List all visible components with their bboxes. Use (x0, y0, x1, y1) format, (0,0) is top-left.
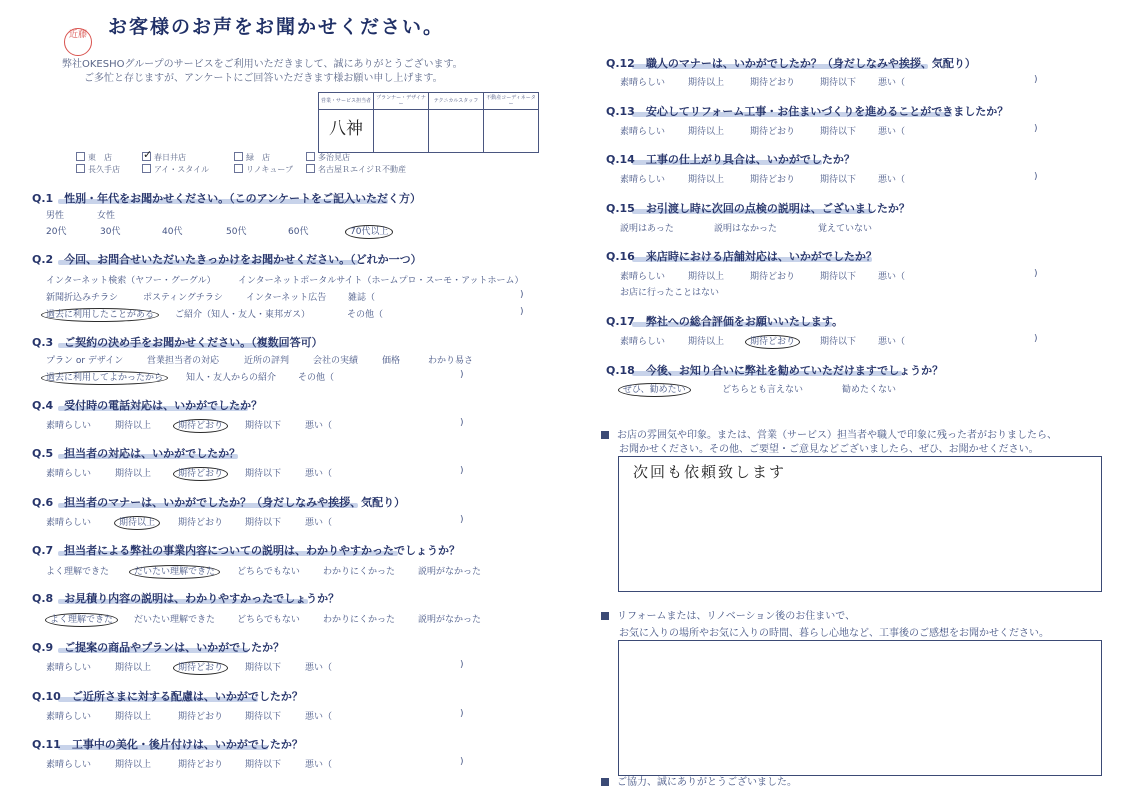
option[interactable]: 新聞折込みチラシ (46, 293, 119, 303)
option[interactable]: 期待以下 (820, 127, 857, 137)
store-option[interactable]: リノキューブ (234, 164, 293, 175)
question-6-label: Q.6 担当者のマナーは、いかがでしたか？（身だしなみや挨拶、気配り） (32, 496, 406, 509)
option[interactable]: 女性 (97, 211, 116, 221)
option[interactable]: インターネット検索（ヤフー・グーグル） (46, 276, 216, 286)
comment-1-textarea[interactable] (618, 456, 1102, 592)
option[interactable]: 素晴らしい (620, 337, 666, 347)
checkbox-icon (76, 164, 85, 173)
close-paren: ) (460, 660, 464, 670)
staff-header-planner: プランナー・デザイナー (374, 93, 429, 110)
question-2-label: Q.2 今回、お問合せいただいたきっかけをお聞かせください。（どれか一つ） (32, 253, 422, 266)
option[interactable]: 期待以下 (245, 663, 282, 673)
checkbox-checked-icon: ✓ (143, 148, 153, 161)
option[interactable]: わかりにくかった (323, 567, 396, 577)
option[interactable]: その他（ (298, 373, 335, 383)
store-option[interactable]: 名古屋ＲエイジＲ不動産 (306, 164, 406, 175)
store-option[interactable]: 東 店 (76, 152, 112, 163)
close-paren: ) (460, 466, 464, 476)
intro-line-1: 弊社OKESHOグループのサービスをご利用いただきまして、誠にありがとうございます。 (62, 59, 463, 70)
option[interactable]: 素晴らしい (620, 272, 666, 282)
option[interactable]: どちらでもない (237, 567, 300, 577)
checkbox-icon (234, 152, 243, 161)
store-option[interactable]: 多治見店 (306, 152, 350, 163)
question-8-label: Q.8 お見積り内容の説明は、わかりやすかったでしょうか？ (32, 592, 340, 605)
option[interactable]: 素晴らしい (620, 175, 666, 185)
option[interactable]: インターネット広告 (246, 293, 327, 303)
option[interactable]: 雑誌（ (348, 293, 376, 303)
bullet-square-icon (601, 431, 609, 439)
option[interactable]: 期待どおり (750, 127, 796, 137)
question-3-label: Q.3 ご契約の決め手をお聞かせください。（複数回答可） (32, 336, 323, 349)
option[interactable]: 悪い（ (305, 760, 333, 770)
question-17-label: Q.17 弊社への総合評価をお願いいたします。 (606, 315, 843, 328)
page-title: お客様のお声をお聞かせください。 (108, 16, 445, 38)
close-paren: ) (1034, 124, 1038, 134)
question-10-label: Q.10 ご近所さまに対する配慮は、いかがでしたか？ (32, 690, 303, 703)
staff-header-technical: テクニカルスタッフ (429, 93, 484, 110)
option[interactable]: 期待以上 (115, 712, 152, 722)
option[interactable]: 悪い（ (305, 712, 333, 722)
staff-technical-name[interactable] (429, 110, 484, 153)
option-selected[interactable]: よく理解できた (50, 612, 113, 625)
option[interactable]: 期待以上 (115, 469, 152, 479)
option[interactable]: 期待以下 (245, 469, 282, 479)
option[interactable]: その他（ (347, 310, 384, 320)
option[interactable]: ポスティングチラシ (143, 293, 223, 303)
option[interactable]: 期待以下 (245, 421, 282, 431)
intro-line-2: ご多忙と存じますが、アンケートにご回答いただきます様お願い申し上げます。 (84, 73, 443, 84)
option-selected[interactable]: 70代以上 (350, 224, 388, 237)
close-paren: ) (1034, 334, 1038, 344)
option[interactable]: ご紹介（知人・友人・東邦ガス） (175, 310, 311, 320)
option[interactable]: 期待以下 (820, 272, 857, 282)
comment-2-textarea[interactable] (618, 640, 1102, 776)
close-paren: ) (460, 370, 464, 380)
option-selected[interactable]: ぜひ、勧めたい (623, 382, 686, 395)
option[interactable]: 期待以下 (245, 712, 282, 722)
option[interactable]: 期待以下 (245, 518, 282, 528)
option[interactable]: 期待以下 (820, 78, 857, 88)
thank-you-footer: ご協力、誠にありがとうございました。 (601, 773, 797, 788)
checkbox-icon (234, 164, 243, 173)
close-paren: ) (460, 418, 464, 428)
question-14-label: Q.14 工事の仕上がり具合は、いかがでしたか？ (606, 153, 855, 166)
option[interactable]: 説明はなかった (714, 224, 778, 234)
option[interactable]: 期待どおり (750, 78, 796, 88)
option[interactable]: 素晴らしい (46, 421, 92, 431)
option[interactable]: 期待以上 (688, 337, 725, 347)
option[interactable]: だいたい理解できた (134, 615, 216, 625)
store-option[interactable]: 緑 店 (234, 152, 270, 163)
question-5-label: Q.5 担当者の対応は、いかがでしたか？ (32, 447, 241, 460)
option[interactable]: 悪い（ (878, 272, 906, 282)
question-18-label: Q.18 今後、お知り合いに弊社を勧めていただけますでしょうか？ (606, 364, 944, 377)
option[interactable]: 30代 (100, 227, 121, 237)
staff-planner-name[interactable] (374, 110, 429, 153)
option[interactable]: 期待以下 (820, 337, 857, 347)
checkbox-icon (306, 164, 315, 173)
question-11-label: Q.11 工事中の美化・後片付けは、いかがでしたか？ (32, 738, 303, 751)
option[interactable]: インターネットポータルサイト（ホームプロ・スーモ・アットホーム） (238, 276, 524, 286)
option[interactable]: 悪い（ (305, 421, 333, 431)
option[interactable]: お店に行ったことはない (620, 288, 720, 298)
question-7-label: Q.7 担当者による弊社の事業内容についての説明は、わかりやすかったでしょうか？ (32, 544, 460, 557)
question-16-label: Q.16 来店時における店舗対応は、いかがでしたか？ (606, 250, 877, 263)
option[interactable]: 期待以上 (115, 760, 152, 770)
close-paren: ) (460, 515, 464, 525)
option[interactable]: 素晴らしい (620, 78, 666, 88)
question-1-label: Q.1 性別・年代をお聞かせください。（このアンケートをご記入いただく方） (32, 192, 422, 205)
staff-header-realestate: 不動産コーディネーター (484, 93, 539, 110)
option[interactable]: プラン or デザイン (46, 356, 124, 366)
option[interactable]: 悪い（ (878, 175, 906, 185)
option[interactable]: 悪い（ (878, 78, 906, 88)
option-selected[interactable]: 期待どおり (178, 418, 223, 431)
option[interactable]: 知人・友人からの紹介 (186, 373, 277, 383)
option-selected[interactable]: 期待以上 (119, 515, 155, 528)
option[interactable]: 期待どおり (178, 518, 224, 528)
option[interactable]: 素晴らしい (46, 712, 92, 722)
question-12-label: Q.12 職人のマナーは、いかがでしたか？（身だしなみや挨拶、気配り） (606, 57, 976, 70)
comment-1-answer: 次回も依頼致します (633, 463, 787, 481)
option[interactable]: 20代 (46, 227, 67, 237)
option[interactable]: 期待以上 (688, 272, 725, 282)
option[interactable]: 素晴らしい (46, 663, 92, 673)
option[interactable]: 期待どおり (178, 712, 224, 722)
close-paren: ) (1034, 172, 1038, 182)
option[interactable]: 勧めたくない (842, 385, 897, 395)
option-selected[interactable]: 期待どおり (750, 334, 795, 347)
close-paren: ) (520, 307, 524, 317)
close-paren: ) (460, 709, 464, 719)
checkbox-icon (76, 152, 85, 161)
option-selected[interactable]: 過去に利用してよかったから (46, 370, 163, 383)
staff-realestate-name[interactable] (484, 110, 539, 153)
option[interactable]: 悪い（ (878, 337, 906, 347)
comment-2-label-line2: お気に入りの場所やお気に入りの時間、暮らし心地など、工事後のご感想をお聞かせください。 (619, 628, 1049, 639)
option[interactable]: 素晴らしい (46, 469, 92, 479)
option[interactable]: 期待どおり (750, 272, 796, 282)
option[interactable]: 説明がなかった (418, 567, 482, 577)
option[interactable]: 男性 (46, 211, 65, 221)
option[interactable]: よく理解できた (46, 567, 110, 577)
checkbox-icon (306, 152, 315, 161)
option[interactable]: 悪い（ (305, 469, 333, 479)
staff-header-sales: 営業・サービス担当者 (319, 93, 374, 110)
close-paren: ) (520, 290, 524, 300)
option[interactable]: 会社の実績 (313, 356, 359, 366)
option[interactable]: 説明はあった (620, 224, 674, 234)
option[interactable]: 悪い（ (305, 663, 333, 673)
comment-1-label-line2: お聞かせください。その他、ご要望・ご意見などございましたら、ぜひ、お聞かせください。 (619, 444, 1039, 455)
option[interactable]: わかり易さ (428, 356, 474, 366)
option[interactable]: 期待以上 (115, 421, 152, 431)
store-option-checked[interactable]: ✓ 春日井店 (143, 148, 186, 162)
option[interactable]: わかりにくかった (323, 615, 396, 625)
staff-table (318, 92, 539, 153)
question-15-label: Q.15 お引渡し時に次回の点検の説明は、ございましたか？ (606, 202, 910, 215)
bullet-square-icon (601, 778, 609, 786)
close-paren: ) (460, 757, 464, 767)
option[interactable]: 期待以上 (688, 127, 725, 137)
bullet-square-icon (601, 612, 609, 620)
seal-stamp: 近藤 (64, 28, 92, 56)
option[interactable]: 素晴らしい (620, 127, 666, 137)
option[interactable]: 期待以上 (115, 663, 152, 673)
option-selected[interactable]: 過去に利用したことがある (46, 307, 154, 320)
option[interactable]: 期待以下 (820, 175, 857, 185)
option[interactable]: どちらとも言えない (722, 385, 804, 395)
option[interactable]: 40代 (162, 227, 183, 237)
comment-1-label: お店の雰囲気や印象。または、営業（サービス）担当者や職人で印象に残った者がおりましたら、 (601, 426, 1057, 441)
option[interactable]: 営業担当者の対応 (147, 356, 220, 366)
option[interactable]: 価格 (382, 356, 401, 366)
store-option[interactable]: アイ・スタイル (142, 164, 209, 175)
option[interactable]: 素晴らしい (46, 760, 92, 770)
store-option[interactable]: 長久手店 (76, 164, 120, 175)
option[interactable]: 覚えていない (818, 224, 873, 234)
option[interactable]: 悪い（ (878, 127, 906, 137)
option[interactable]: 説明がなかった (418, 615, 482, 625)
option[interactable]: 期待どおり (178, 760, 224, 770)
close-paren: ) (1034, 269, 1038, 279)
option[interactable]: 期待以下 (245, 760, 282, 770)
checkbox-icon (142, 164, 151, 173)
option-selected[interactable]: 期待どおり (178, 660, 223, 673)
option[interactable]: 近所の評判 (244, 356, 290, 366)
option[interactable]: 期待以上 (688, 175, 725, 185)
option[interactable]: 悪い（ (305, 518, 333, 528)
staff-sales-name[interactable]: 八神 (319, 110, 374, 153)
question-13-label: Q.13 安心してリフォーム工事・お住まいづくりを進めることができましたか？ (606, 105, 1009, 118)
option[interactable]: 素晴らしい (46, 518, 92, 528)
option[interactable]: 60代 (288, 227, 309, 237)
option[interactable]: 期待どおり (750, 175, 796, 185)
option-selected[interactable]: だいたい理解できた (134, 564, 215, 577)
option[interactable]: 50代 (226, 227, 247, 237)
option[interactable]: どちらでもない (237, 615, 300, 625)
question-4-label: Q.4 受付時の電話対応は、いかがでしたか？ (32, 399, 263, 412)
close-paren: ) (1034, 75, 1038, 85)
option-selected[interactable]: 期待どおり (178, 466, 223, 479)
option[interactable]: 期待以上 (688, 78, 725, 88)
comment-2-label: リフォームまたは、リノベーション後のお住まいで、 (601, 607, 855, 622)
question-9-label: Q.9 ご提案の商品やプランは、いかがでしたか？ (32, 641, 285, 654)
